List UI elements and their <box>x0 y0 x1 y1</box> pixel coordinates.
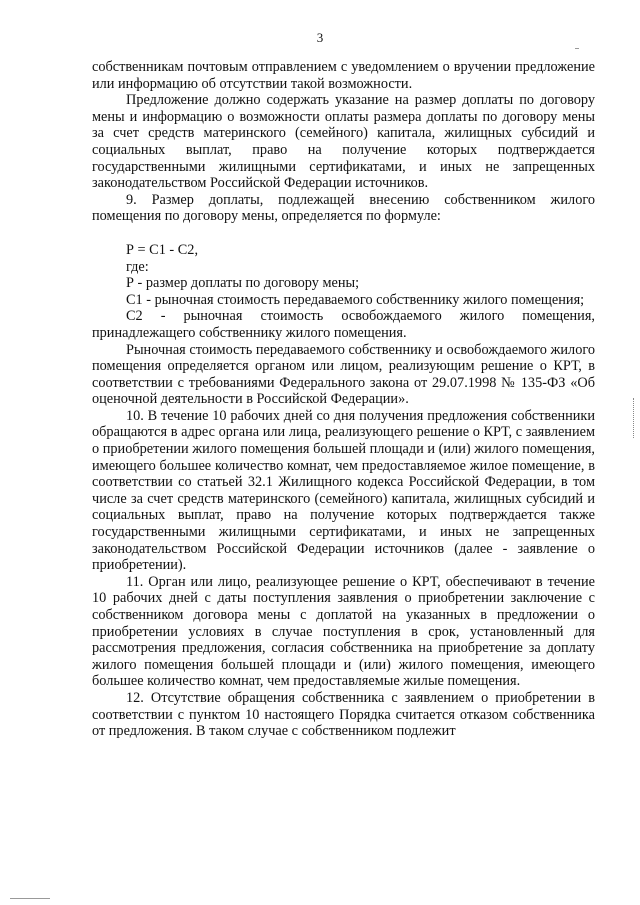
formula-def-c1: С1 - рыночная стоимость передаваемого собственнику жилого помещения; <box>126 291 585 308</box>
paragraph-item-12: 12. Отсутствие обращения собственника с заявлением о приобретении в соответствии с пунктом 10 настоящего Порядка считается отказом собственника от предложения. В таком случае с собственником подлежит <box>92 689 595 740</box>
paragraph-market-value: Рыночная стоимость передаваемого собственнику и освобождаемого жилого помещения определяется органом или лицом, реализующим решение о КРТ, в соответствии с требованиями Федерального закона от 29.07.1998 № 135-ФЗ «Об оценочной деятельности в Российской Федерации». <box>92 341 595 408</box>
formula-where: где: <box>126 258 149 275</box>
paragraph-continuation: собственникам почтовым отправлением с уведомлением о вручении предложение или информацию об отсутствии такой возможности. <box>92 59 595 92</box>
formula-def-p: Р - размер доплаты по договору мены; <box>126 275 360 292</box>
document-body <box>92 59 595 740</box>
paragraph-offer-content: Предложение должно содержать указание на размер доплаты по договору мены и информацию о возможности оплаты размера доплаты по договору мены за счет средств материнского (семейного) капитала, жилищных субсидий и социальных выплат, право на получение которых подтверждается государственными жилищными сертификатами, и иных не запрещенных законодательством Российской Федерации источников. <box>92 92 595 192</box>
page-number: 3 <box>316 30 324 45</box>
scan-artifact-bottom <box>10 898 50 899</box>
formula-def-c2: С2 - рыночная стоимость освобождаемого жилого помещения, принадлежащего собственнику жилого помещения. <box>92 308 595 341</box>
paragraph-item-11: 11. Орган или лицо, реализующее решение о КРТ, обеспечивают в течение 10 рабочих дней с даты поступления заявления о приобретении заключение с собственником договора мены с доплатой на указанных в предложении о приобретении условиях в случае поступления в срок, установленный для рассмотрения предложения, согласия собственника на приобретение за доплату жилого помещения большей площади и (или) жилого помещения, имеющего большее количество комнат, чем предоставляемые жилые помещения. <box>92 573 595 690</box>
scan-artifact-margin <box>633 398 637 438</box>
paragraph-item-10: 10. В течение 10 рабочих дней со дня получения предложения собственники обращаются в адрес органа или лица, реализующего решение о КРТ, с заявлением о приобретении жилого помещения большей площади и (или) жилого помещения, имеющего большее количество комнат, чем предоставляемое жилое помещение, в соответствии со статьей 32.1 Жилищного кодекса Российской Федерации, в том числе за счет средств материнского (семейного) капитала, жилищных субсидий и социальных выплат, право на получение которых подтверждается также государственными жилищными сертификатами, и иных не запрещенных законодательством Российской Федерации источников (далее - заявление о приобретении). <box>92 407 595 574</box>
paragraph-item-9: 9. Размер доплаты, подлежащей внесению собственником жилого помещения по договору мены, определяется по формуле: <box>92 191 595 225</box>
scan-artifact <box>575 48 579 49</box>
formula: Р = С1 - С2, <box>126 241 199 258</box>
